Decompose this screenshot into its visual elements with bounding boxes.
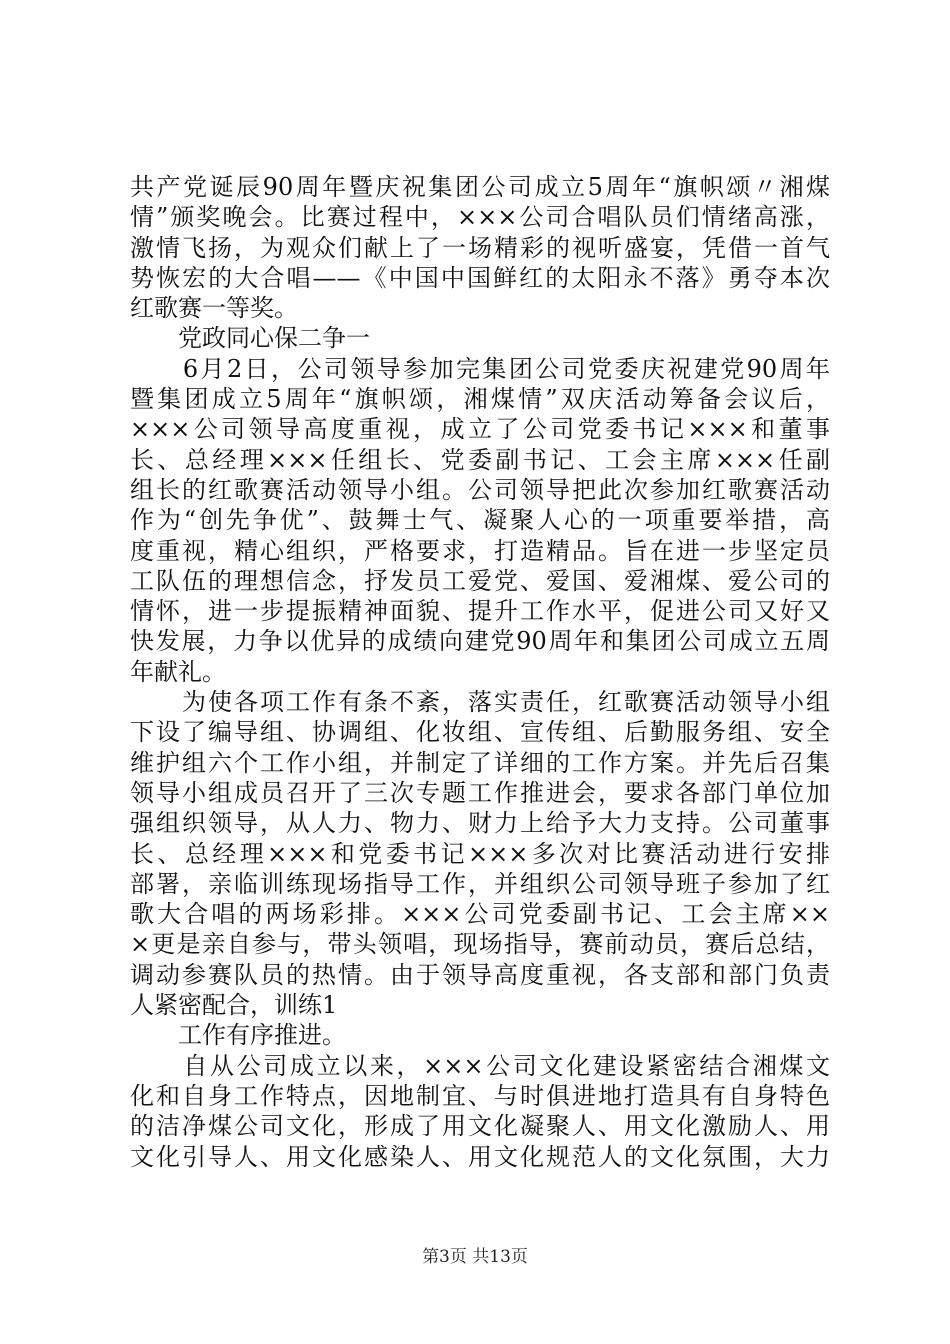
text-line: 年献礼。 xyxy=(130,657,226,686)
text-line: 人紧密配合，训练1 xyxy=(130,991,338,1020)
text-line: 6月2日，公司领导参加完集团公司党委庆祝建党90周年 xyxy=(130,354,830,383)
text-line: 部署，亲临训练现场指导工作，并组织公司领导班子参加了红 xyxy=(130,869,830,898)
text-line: 长、总经理×××任组长、党委副书记、工会主席×××任副 xyxy=(130,445,830,474)
text-line: 为使各项工作有条不紊，落实责任，红歌赛活动领导小组 xyxy=(130,688,830,717)
text-line: 暨集团成立5周年“旗帜颂，湘煤情”双庆活动筹备会议后， xyxy=(130,385,830,414)
text-line: 激情飞扬，为观众们献上了一场精彩的视听盛宴，凭借一首气 xyxy=(130,233,830,262)
text-line: 势恢宏的大合唱——《中国中国鲜红的太阳永不落》勇夺本次 xyxy=(130,263,830,292)
text-line: 长、总经理×××和党委书记×××多次对比赛活动进行安排 xyxy=(130,839,830,868)
text-line: 工作有序推进。 xyxy=(130,1021,346,1050)
text-line: 快发展，力争以优异的成绩向建党90周年和集团公司成立五周 xyxy=(130,627,830,656)
text-line: 维护组六个工作小组，并制定了详细的工作方案。并先后召集 xyxy=(130,748,830,777)
text-line: 化和自身工作特点，因地制宜、与时俱进地打造具有自身特色 xyxy=(130,1081,830,1110)
text-line: 组长的红歌赛活动领导小组。公司领导把此次参加红歌赛活动 xyxy=(130,475,830,504)
text-line: 党政同心保二争一 xyxy=(130,324,370,353)
text-line: 下设了编导组、协调组、化妆组、宣传组、后勤服务组、安全 xyxy=(130,718,830,747)
text-line: 歌大合唱的两场彩排。×××公司党委副书记、工会主席×× xyxy=(130,900,830,929)
text-line: 工队伍的理想信念，抒发员工爱党、爱国、爱湘煤、爱公司的 xyxy=(130,566,830,595)
text-line: 度重视，精心组织，严格要求，打造精品。旨在进一步坚定员 xyxy=(130,536,830,565)
text-line: 调动参赛队员的热情。由于领导高度重视，各支部和部门负责 xyxy=(130,960,830,989)
page-footer: 第3页 共13页 xyxy=(422,1247,528,1267)
text-line: 情怀，进一步提振精神面貌、提升工作水平，促进公司又好又 xyxy=(130,597,830,626)
text-line: ×××公司领导高度重视，成立了公司党委书记×××和董事 xyxy=(130,415,830,444)
text-line: 共产党诞辰90周年暨庆祝集团公司成立5周年“旗帜颂〃湘煤 xyxy=(130,173,830,201)
document-body xyxy=(130,172,830,1172)
text-line: 强组织领导，从人力、物力、财力上给予大力支持。公司董事 xyxy=(130,809,830,838)
text-line: 情”颁奖晚会。比赛过程中，×××公司合唱队员们情绪高涨， xyxy=(130,203,830,232)
text-line: 作为“创先争优”、鼓舞士气、凝聚人心的一项重要举措，高 xyxy=(130,506,830,535)
text-line: ×更是亲自参与，带头领唱，现场指导，赛前动员，赛后总结， xyxy=(130,930,830,959)
text-line: 领导小组成员召开了三次专题工作推进会，要求各部门单位加 xyxy=(130,778,830,807)
text-line: 文化引导人、用文化感染人、用文化规范人的文化氛围，大力 xyxy=(130,1142,830,1171)
text-line: 红歌赛一等奖。 xyxy=(130,294,298,323)
text-line: 的洁净煤公司文化，形成了用文化凝聚人、用文化激励人、用 xyxy=(130,1112,830,1141)
text-line: 自从公司成立以来，×××公司文化建设紧密结合湘煤文 xyxy=(130,1051,830,1080)
